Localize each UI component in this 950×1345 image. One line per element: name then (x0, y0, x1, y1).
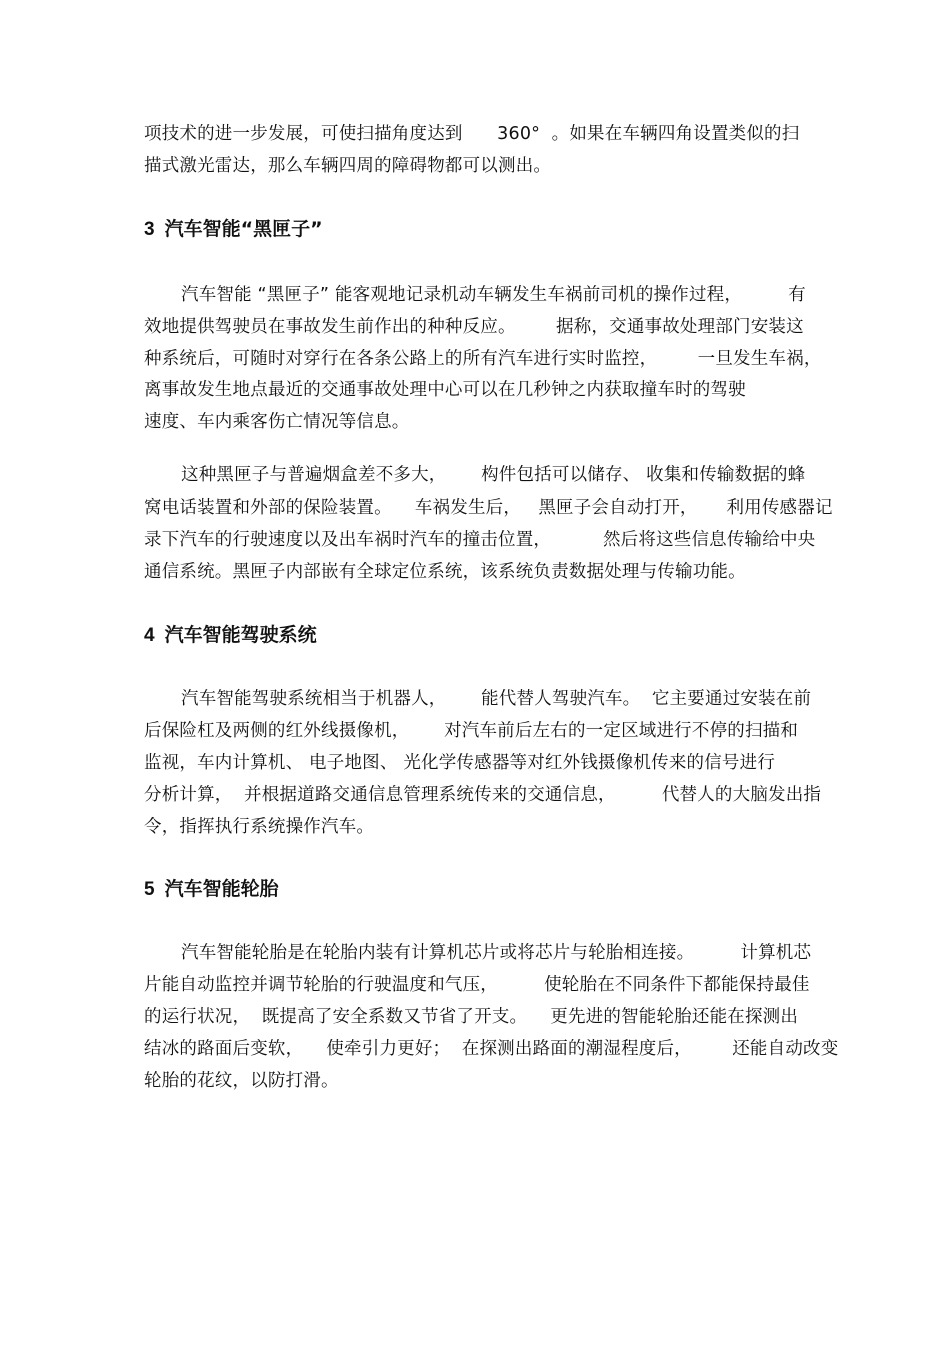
section-title: 汽车智能驾驶系统 (164, 624, 317, 646)
body-text-line: 令，指挥执行系统操作汽车。 (144, 817, 375, 837)
body-text-line: 片能自动监控并调节轮胎的行驶温度和气压， 使轮胎在不同条件下都能保持最佳 (144, 975, 810, 995)
body-text-line: 监视，车内计算机、 电子地图、 光化学传感器等对红外钱摄像机传来的信号进行 (144, 753, 776, 773)
section-heading-5 (144, 876, 279, 903)
section-number: 5 (144, 879, 155, 900)
body-text-line: 结冰的路面后变软， 使牵引力更好； 在探测出路面的潮湿程度后， 还能自动改变 (144, 1039, 839, 1059)
body-text-line: 效地提供驾驶员在事故发生前作出的种种反应。 据称，交通事故处理部门安装这 (144, 317, 804, 337)
section-heading-4 (144, 622, 317, 649)
body-text-line: 窝电话装置和外部的保险装置。 车祸发生后， 黑匣子会自动打开， 利用传感器记 (144, 498, 833, 518)
section-title: 汽车智能轮胎 (164, 878, 279, 900)
section-number: 4 (144, 625, 155, 646)
body-text-line: 种系统后，可随时对穿行在各条公路上的所有汽车进行实时监控， 一旦发生车祸， (144, 349, 822, 369)
body-text-line: 录下汽车的行驶速度以及出车祸时汽车的撞击位置， 然后将这些信息传输给中央 (144, 530, 816, 550)
body-text-line: 速度、车内乘客伤亡情况等信息。 (144, 412, 410, 432)
body-text-line: 通信系统。黑匣子内部嵌有全球定位系统，该系统负责数据处理与传输功能。 (144, 562, 746, 582)
body-text-line: 描式激光雷达，那么车辆四周的障碍物都可以测出。 (144, 156, 552, 176)
body-text-line: 这种黑匣子与普遍烟盒差不多大， 构件包括可以储存、 收集和传输数据的蜂 (181, 465, 806, 485)
body-text-line: 汽车智能驾驶系统相当于机器人， 能代替人驾驶汽车。 它主要通过安装在前 (181, 689, 812, 709)
body-text-line: 汽车智能轮胎是在轮胎内装有计算机芯片或将芯片与轮胎相连接。 计算机芯 (181, 943, 812, 963)
body-text-line: 轮胎的花纹，以防打滑。 (144, 1071, 339, 1091)
body-text-line: 离事故发生地点最近的交通事故处理中心可以在几秒钟之内获取撞车时的驾驶 (144, 380, 746, 400)
body-text-line: 项技术的进一步发展，可使扫描角度达到 360° 。如果在车辆四角设置类似的扫 (144, 124, 800, 144)
body-text-line: 汽车智能 “黑匣子” 能客观地记录机动车辆发生车祸前司机的操作过程， 有 (181, 285, 806, 305)
body-text-line: 分析计算， 并根据道路交通信息管理系统传来的交通信息， 代替人的大脑发出指 (144, 785, 822, 805)
section-heading-3 (144, 216, 323, 243)
section-title: 汽车智能“黑匣子” (164, 218, 323, 240)
body-text-line: 的运行状况， 既提高了安全系数又节省了开支。 更先进的智能轮胎还能在探测出 (144, 1007, 799, 1027)
body-text-line: 后保险杠及两侧的红外线摄像机， 对汽车前后左右的一定区域进行不停的扫描和 (144, 721, 799, 741)
section-number: 3 (144, 219, 155, 240)
